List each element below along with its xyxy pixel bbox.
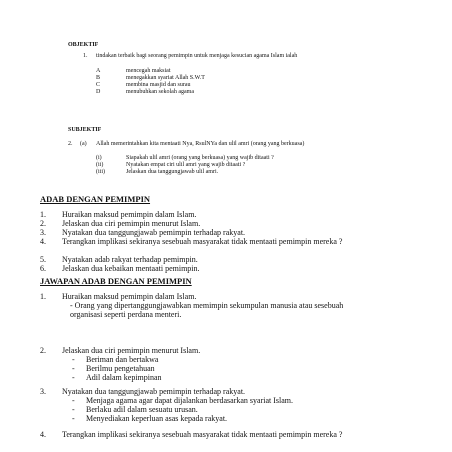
adab-item-number: 1.: [40, 210, 46, 219]
bullet-text: Menjaga agama agar dapat dijalankan berdasarkan syariat Islam.: [86, 396, 294, 405]
answer-number: 1.: [40, 292, 46, 301]
bullet-text: Berilmu pengetahuan: [86, 364, 155, 373]
answer-text: - Orang yang dipertanggungjawabkan memimpin sekumpulan manusia atau sesebuah organisasi seperti perdana menteri.: [70, 301, 344, 319]
option-text: menubuhkan sekolah agama: [126, 89, 194, 95]
bullet-text: Berlaku adil dalam sesuatu urusan.: [86, 405, 198, 414]
option-text: menegakkan syariat Allah S.W.T: [126, 75, 205, 81]
q1-number: 1.: [83, 53, 88, 59]
bullet-dash: -: [72, 373, 75, 382]
adab-heading: ADAB DENGAN PEMIMPIN: [40, 194, 151, 204]
q2-text: Allah memerintahkan kita mentaati Nya, RsulNYa dan ulil amri (orang yang berkuasa): [96, 141, 305, 147]
bullet-text: Beriman dan bertakwa: [86, 355, 159, 364]
sub-text: Jelaskan dua tanggungjawab ulil amri.: [126, 169, 219, 175]
adab-item-text: Terangkan implikasi sekiranya sesebuah masyarakat tidak mentaati pemimpin mereka ?: [62, 237, 343, 246]
jawapan-heading: JAWAPAN ADAB DENGAN PEMIMPIN: [40, 276, 192, 286]
q2-number: 2.: [68, 141, 73, 147]
option-text: mencegah maksiat: [126, 68, 171, 74]
adab-item-number: 4.: [40, 237, 46, 246]
adab-item-number: 5.: [40, 255, 46, 264]
answer-number: 2.: [40, 346, 46, 355]
sub-number: (i): [96, 155, 102, 161]
adab-item-text: Nyatakan dua tanggungjawab pemimpin terhadap rakyat.: [62, 228, 246, 237]
adab-item-number: 3.: [40, 228, 46, 237]
q2-part: (a): [80, 141, 87, 147]
sub-number: (iii): [96, 169, 105, 175]
answer-number: 4.: [40, 430, 46, 439]
bullet-text: Menyediakan keperluan asas kepada rakyat.: [86, 414, 228, 423]
answer-question: Terangkan implikasi sekiranya sesebuah masyarakat tidak mentaati pemimpin mereka ?: [62, 430, 343, 439]
adab-item-text: Huraikan maksud pemimpin dalam Islam.: [62, 210, 197, 219]
bullet-dash: -: [72, 414, 75, 423]
option-text: membina masjid dan surau: [126, 82, 191, 88]
adab-item-text: Jelaskan dua ciri pemimpin menurut Islam.: [62, 219, 201, 228]
option-letter: B: [96, 75, 101, 81]
answer-question: Huraikan maksud pemimpin dalam Islam.: [62, 292, 197, 301]
bullet-dash: -: [72, 364, 75, 373]
option-letter: A: [96, 68, 101, 74]
bullet-dash: -: [72, 355, 75, 364]
bullet-dash: -: [72, 396, 75, 405]
adab-item-text: Jelaskan dua kebaikan mentaati pemimpin.: [62, 264, 200, 273]
sub-number: (ii): [96, 162, 104, 168]
answer-question: Jelaskan dua ciri pemimpin menurut Islam.: [62, 346, 201, 355]
bullet-dash: -: [72, 405, 75, 414]
subjektif-heading: SUBJEKTIF: [68, 127, 102, 133]
answer-number: 3.: [40, 387, 46, 396]
answer-question: Nyatakan dua tanggungjawab pemimpin terhadap rakyat.: [62, 387, 246, 396]
objektif-heading: OBJEKTIF: [68, 42, 99, 48]
option-letter: C: [96, 82, 101, 88]
sub-text: Siapakah ulil amri (orang yang berkuasa) yang wajib ditaati ?: [126, 155, 274, 161]
bullet-text: Adil dalam kepimpinan: [86, 373, 162, 382]
adab-item-text: Nyatakan adab rakyat terhadap pemimpin.: [62, 255, 198, 264]
adab-item-number: 6.: [40, 264, 46, 273]
adab-item-number: 2.: [40, 219, 46, 228]
sub-text: Nyatakan empat ciri ulil amri yang wajib ditaati ?: [126, 162, 246, 168]
q1-text: tindakan terbaik bagi seorang pemimpin untuk menjaga kesucian agama Islam ialah: [96, 53, 298, 59]
option-letter: D: [96, 89, 101, 95]
